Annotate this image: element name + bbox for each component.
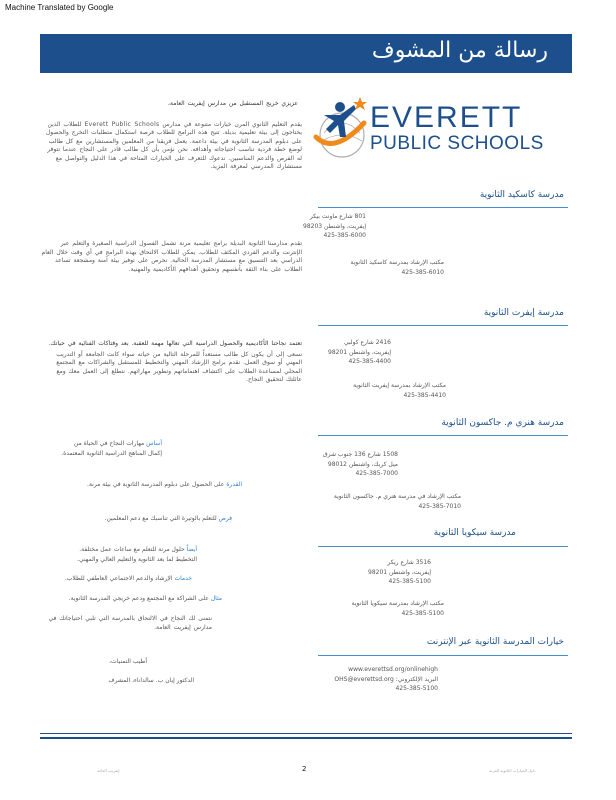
- school-title-jackson: مدرسة هنري م. جاكسون الثانوية: [441, 418, 564, 428]
- letter-section-2: [40, 240, 302, 274]
- school-counseling-everett: مكتب الإرشاد بمدرسة إيفريت الثانوية 425-385-4410: [353, 382, 446, 399]
- school-title-sequoia: مدرسة سيكويا الثانوية: [433, 528, 516, 538]
- title-banner: [40, 34, 572, 73]
- letter-greeting: عزيزي خريج المستقبل من مدارس إيفريت العامة،: [168, 100, 298, 107]
- school-counseling-jackson: مكتب الإرشاد في مدرسة هنري م. جاكسون الثانوية 425-385-7010: [333, 493, 461, 510]
- school-title-online: خيارات المدرسة الثانوية عبر الإنترنت: [426, 637, 564, 647]
- divider: [318, 655, 568, 656]
- school-counseling-cascade: مكتب الإرشاد بمدرسة كاسكيد الثانوية 425-385-6010: [350, 259, 444, 276]
- divider: [318, 435, 568, 436]
- list-item: فرص للتعلم بالوتيرة التي تناسبك مع دعم المعلمين.: [104, 515, 232, 522]
- letter-intro: [40, 100, 302, 172]
- logo-emblem-icon: [310, 93, 370, 163]
- divider: [318, 325, 568, 326]
- letter-paragraph-2: تقدم مدارسنا الثانوية البديلة برامج تعليمية مرنة تشمل الفصول الدراسية الصغيرة والتعلم عبر الإنترنت والدعم الفردي المكثف للطلاب. يمكن للطلاب الالتحاق بهذه البرامج في أي وقت خلال العام الدراسي بعد التنسيق مع مستشار المدرسة الحالية. نحرص على توفير بيئة آمنة ومشجعة تساعد الطلاب على بناء الثقة بأنفسهم وتحقيق أهدافهم الأكاديمية والمهنية.: [41, 240, 302, 273]
- list-item: مثال على الشراكة مع المجتمع ودعم خريجي المدرسة الثانوية.: [68, 595, 222, 602]
- list-item: أساس مهارات النجاح في الحياة من: [73, 440, 162, 447]
- logo-text-everett: EVERETT: [370, 101, 523, 134]
- logo: [310, 93, 570, 165]
- footer-rule-thick: [40, 737, 572, 739]
- logo-text-public-schools: PUBLIC SCHOOLS: [370, 133, 544, 154]
- list-item: إكمال المناهج الدراسية الثانوية المعتمدة.: [61, 450, 162, 457]
- machine-translated-label: Machine Translated by Google: [5, 3, 114, 12]
- list-item: أطيب التمنيات،: [109, 658, 147, 665]
- banner-title: رسالة من المشوف: [371, 38, 548, 63]
- divider: [318, 207, 568, 208]
- school-title-cascade: مدرسة كاسكيد الثانوية: [479, 190, 564, 200]
- footer-left-text: إيفريت العامة: [97, 768, 120, 773]
- list-item: نتمنى لك النجاح في الالتحاق بالمدرسة التي تلبي احتياجاتك في مدارس إيفريت العامة.: [48, 615, 212, 631]
- letter-paragraph-3-title: تعتمد نجاحنا الأكاديمية والحصول الدراسية التي تعالها مهمة للعقبة. بعد وقتاكات الفنائية في حياتك.: [48, 340, 302, 347]
- letter-paragraph-1: يقدم التعليم الثانوي المرن خيارات متنوعة في مدارس Everett Public Schools للطلاب الذين يحتاجون إلى بيئة تعليمية بديلة. تتيح هذه البرامج للطلاب فرصة استكمال متطلبات التخرج والحصول على دبلوم المدرسة الثانوية في بيئة داعمة. يعمل فريقنا من المعلمين والمستشارين مع كل طالب لوضع خطة فردية تناسب احتياجاته وأهدافه. نحن نؤمن بأن كل طالب قادر على النجاح عندما تتوفر له الفرص والدعم المناسبين. ندعوك للتعرف على الخيارات المتاحة في هذا الدليل والتواصل مع مستشارك المدرسي لمعرفة المزيد.: [45, 120, 302, 170]
- footer-right-text: دليل الخيارات الثانوية المرنة: [489, 768, 536, 773]
- page-number: 2: [302, 765, 307, 773]
- footer-rule: [40, 733, 572, 734]
- list-item: القدرة على الحصول على دبلوم المدرسة الثانوية في بيئة مرنة.: [87, 481, 242, 488]
- school-title-everett: مدرسة إيفرت الثانوية: [483, 308, 564, 318]
- school-address-sequoia: 3516 شارع ريكر إيفريت، واشنطن 98201 425-385-5100: [368, 559, 431, 585]
- school-address-jackson: 1508 شارع 136 جنوب شرق ميل كريك، واشنطن 98012 425-385-7000: [323, 451, 398, 477]
- letter-section-3: [40, 340, 302, 385]
- school-address-everett: 2416 شارع كولبي إيفريت، واشنطن 98201 425-385-4400: [328, 339, 391, 365]
- school-contact-online: www.everettsd.org/onlinehigh البريد الإلكتروني: OHS@everettsd.org 425-385-5100: [334, 666, 438, 692]
- list-item: التخطيط لما بعد الثانوية والتعليم العالي والمهني.: [77, 556, 197, 563]
- school-address-cascade: 801 شارع ماونت بيكر إيفريت، واشنطن 98203 425-385-6000: [303, 213, 366, 239]
- signature-line: الدكتور إيان ب. سالداناء، المشرف: [108, 677, 194, 684]
- letter-paragraph-3: نسعى إلى أن يكون كل طالب مستعداً للمرحلة التالية من حياته سواء كانت الجامعة أو التدريب المهني أو سوق العمل. نقدم برامج الإرشاد المهني والتخطيط للمستقبل والشراكات مع المجتمع المحلي لمساعدة الطلاب على اكتشاف اهتماماتهم وتطوير مهاراتهم. نتطلع إلى العمل معك ومع عائلتك لتحقيق النجاح.: [56, 350, 302, 383]
- school-counseling-sequoia: مكتب الإرشاد بمدرسة سيكويا الثانوية 425-385-5100: [351, 600, 444, 617]
- list-item: أيضاً حلول مرنة للتعلم مع ساعات عمل مختلفة.: [79, 546, 197, 553]
- divider: [318, 546, 568, 547]
- list-item: خدمات الإرشاد والدعم الاجتماعي العاطفي للطلاب.: [64, 575, 192, 582]
